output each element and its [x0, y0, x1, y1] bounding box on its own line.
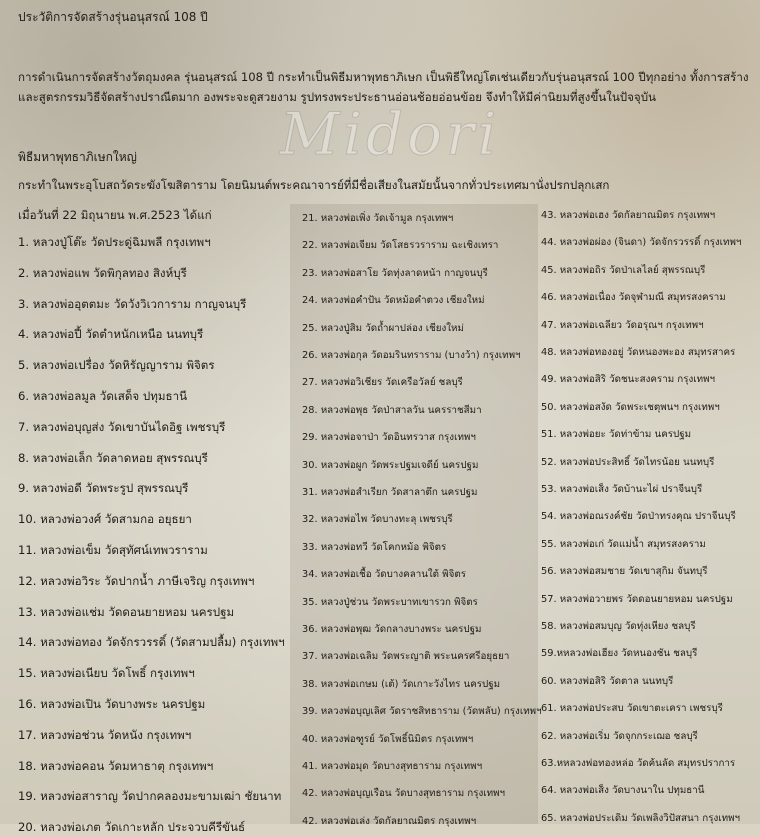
date-line: เมื่อวันที่ 22 มิถุนายน พ.ศ.2523 ได้แก่ — [18, 208, 212, 222]
list-item: 16. หลวงพ่อเปิน วัดบางพระ นครปฐม — [18, 697, 206, 711]
list-item: 35. หลวงปู่ช่วน วัดพระบาทเขารวก พิจิตร — [302, 596, 478, 608]
list-item: 51. หลวงพ่อยะ วัดท่าข้าม นครปฐม — [541, 429, 692, 441]
list-item: 22. หลวงพ่อเจียม วัดโสธรวราราม ฉะเชิงเทรา — [302, 240, 499, 252]
list-item: 58. หลวงพ่อสมบุญ วัดทุ่งเหียง ชลบุรี — [541, 621, 696, 632]
list-item: 41. หลวงพ่อมุด วัดบางสุทธาราม กรุงเทพฯ — [302, 761, 483, 772]
list-item: 55. หลวงพ่อเก่ วัดแม่น้ำ สมุทรสงคราม — [541, 538, 706, 550]
page-title: ประวัติการจัดสร้างรุ่นอนุสรณ์ 108 ปี — [18, 10, 208, 24]
list-item: 25. หลวงปู่สิม วัดถ้ำผาปล่อง เชียงใหม่ — [302, 322, 464, 334]
list-item: 46. หลวงพ่อเนื่อง วัดจุฬามณี สมุทรสงคราม — [541, 292, 726, 304]
list-item: 53. หลวงพ่อเส็ง วัดบ้านะไผ่ ปราจีนบุรี — [541, 484, 703, 495]
list-item: 42. หลวงพ่อเล่ง วัดกัลยาณมิตร กรุงเทพฯ — [302, 815, 477, 827]
list-item: 56. หลวงพ่อสมชาย วัดเขาสุกิม จันทบุรี — [541, 566, 708, 578]
list-item: 33. หลวงพ่อทวี วัดโคกหม้อ พิจิตร — [302, 541, 447, 553]
list-item: 60. หลวงพ่อสิริ วัดตาล นนทบุรี — [541, 675, 674, 687]
list-item: 13. หลวงพ่อแช่ม วัดดอนยายหอม นครปฐม — [18, 604, 235, 619]
list-item: 48. หลวงพ่อทองอยู่ วัดหนองพะอง สมุทรสาคร — [541, 347, 736, 358]
list-item: 8. หลวงพ่อเล็ก วัดลาดหอย สุพรรณบุรี — [18, 450, 208, 465]
list-item: 61. หลวงพ่อประสบ วัดเขาตะเครา เพชรบุรี — [541, 703, 723, 715]
list-item: 20. หลวงพ่อเภต วัดเกาะหลัก ประจวบคีรีขันธ์ — [18, 820, 246, 835]
list-item: 23. หลวงพ่อสาโย วัดทุ่งลาดหน้า กาญจนบุรี — [302, 267, 488, 279]
list-item: 6. หลวงพ่อลมูล วัดเสด็จ ปทุมธานี — [18, 389, 188, 403]
list-item: 57. หลวงพ่อวายพร วัดดอนยายหอม นครปฐม — [541, 593, 733, 605]
list-item: 17. หลวงพ่อช่วน วัดหนัง กรุงเทพฯ — [18, 727, 192, 742]
list-item: 3. หลวงพ่ออุตตมะ วัดวังวิเวการาม กาญจนบุรี — [18, 296, 247, 311]
list-item: 29. หลวงพ่อจาป่า วัดอินทรวาส กรุงเทพฯ — [302, 432, 476, 444]
list-item: 10. หลวงพ่อวงศ์ วัดสามกอ อยุธยา — [18, 512, 192, 527]
list-item: 44. หลวงพ่อผ่อง (จินดา) วัดจักรวรรดิ์ กรุงเทพฯ — [541, 237, 742, 249]
list-item: 27. หลวงพ่อวิเชียร วัดเครือวัลย์ ชลบุรี — [302, 377, 463, 389]
list-item: 5. หลวงพ่อเปรื่อง วัดหิรัญญาราม พิจิตร — [18, 358, 215, 373]
list-item: 15. หลวงพ่อเนียบ วัดโพธิ์ กรุงเทพฯ — [18, 666, 195, 681]
list-item: 32. หลวงพ่อไพ วัดบางทะลุ เพชรบุรี — [302, 514, 453, 526]
list-item: 63.หหลวงพ่อทองหล่อ วัดค้นลัด สมุทรปราการ — [541, 758, 736, 769]
list-item: 2. หลวงพ่อแพ วัดพิกุลทอง สิงห์บุรี — [18, 265, 187, 280]
section-heading: พิธีมหาพุทธาภิเษกใหญ่ — [18, 150, 137, 164]
list-item: 19. หลวงพ่อสาราญ วัดปากคลองมะขามเฒ่า ชัยนาท — [18, 789, 282, 804]
intro-line-2: และสูตรกรรมวิธีจัดสร้างปราณีตมาก องพระจะดูสวยงาม รูปทรงพระประธานอ่อนช้อยอ่อนข้อย จึงทำให้มีค่านิยมที่สูงขึ้นในปัจจุบัน — [18, 90, 656, 104]
list-item: 1. หลวงปู่โต๊ะ วัดประดู่ฉิมพลี กรุงเทพฯ — [18, 235, 211, 249]
list-item: 49. หลวงพ่อสิริ วัดชนะสงคราม กรุงเทพฯ — [541, 374, 716, 386]
list-item: 12. หลวงพ่อวิระ วัดปากน้ำ ภาษีเจริญ กรุงเทพฯ — [18, 573, 255, 588]
list-item: 7. หลวงพ่อบุญส่ง วัดเขาบันไดอิฐ เพชรบุรี — [18, 419, 226, 434]
intro-line-1: การดำเนินการจัดสร้างวัตถุมงคล รุ่นอนุสรณ์ 108 ปี กระทำเป็นพิธีมหาพุทธาภิเษก เป็นพิธีใหญ่โตเช่นเดียวกับรุ่นอนุสรณ์ 100 ปีทุกอย่าง ทั้งการสร้าง — [18, 70, 749, 84]
list-item: 34. หลวงพ่อเชื้อ วัดบางคลานใต้ พิจิตร — [302, 569, 466, 581]
list-item: 31. หลวงพ่อสำเรียก วัดสาลาตึก นครปฐม — [302, 487, 478, 498]
section-description: กระทำในพระอุโบสถวัดระฆังโฆสิตาราม โดยนิมนต์พระคณาจารย์ที่มีชื่อเสียงในสมัยนั้นจากทั่วประเทศมานั่งปรกปลุกเสก — [18, 178, 610, 192]
list-item: 62. หลวงพ่อเริ่ม วัดจุกกระเฌอ ชลบุรี — [541, 730, 698, 742]
list-item: 24. หลวงพ่อคำปัน วัดหม้อคำตวง เชียงใหม่ — [302, 295, 485, 307]
list-item: 45. หลวงพ่อถิร วัดป่าเลไลย์ สุพรรณบุรี — [541, 264, 706, 276]
list-item: 18. หลวงพ่อคอน วัดมหาธาตุ กรุงเทพฯ — [18, 758, 214, 773]
list-item: 11. หลวงพ่อเข็ม วัดสุทัศน์เทพวราราม — [18, 543, 208, 557]
list-item: 39. หลวงพ่อบุญเลิศ วัดราชสิทธาราม (วัดพลับ) กรุงเทพฯ — [302, 706, 542, 718]
list-item: 21. หลวงพ่อเพิ่ง วัดเจ้ามูล กรุงเทพฯ — [302, 213, 454, 224]
list-item: 43. หลวงพ่อเฮง วัดกัลยาณมิตร กรุงเทพฯ — [541, 210, 716, 221]
list-item: 37. หลวงพ่อเฉลิม วัดพระญาติ พระนครศรีอยุธยา — [302, 651, 510, 663]
list-item: 54. หลวงพ่อณรงค์ชัย วัดป่าทรงคุณ ปราจีนบุรี — [541, 511, 736, 523]
list-item: 52. หลวงพ่อประสิทธิ์ วัดไทรน้อย นนทบุรี — [541, 456, 715, 468]
watermark-logo: Midori — [280, 100, 501, 168]
list-item: 36. หลวงพ่อพุฒ วัดกลางบางพระ นครปฐม — [302, 624, 482, 635]
list-item: 47. หลวงพ่อเฉลียว วัดอรุณฯ กรุงเทพฯ — [541, 319, 704, 331]
list-item: 65. หลวงพ่อประเดิม วัดเพลิงวิปัสสนา กรุงเทพฯ — [541, 812, 740, 824]
list-item: 40. หลวงพ่อฑูรย์ วัดโพธิ์นิมิตร กรุงเทพฯ — [302, 733, 474, 745]
list-item: 9. หลวงพ่อดี วัดพระรูป สุพรรณบุรี — [18, 481, 189, 496]
list-item: 50. หลวงพ่อสงัด วัดพระเชตุพนฯ กรุงเทพฯ — [541, 401, 720, 413]
list-item: 64. หลวงพ่อเส็ง วัดบางนาใน ปทุมธานี — [541, 785, 705, 797]
list-item: 26. หลวงพ่อกุล วัดอมรินทราราม (บางว้า) กรุงเทพฯ — [302, 350, 521, 361]
list-item: 28. หลวงพ่อพุธ วัดป่าสาลวัน นครราชสีมา — [302, 404, 482, 416]
list-item: 30. หลวงพ่อผูก วัดพระปฐมเจดีย์ นครปฐม — [302, 459, 479, 471]
list-item: 38. หลวงพ่อเกษม (เต้) วัดเกาะวังไทร นครปฐม — [302, 678, 501, 690]
list-item: 59.หหลวงพ่อเฮียง วัดหนองชัน ชลบุรี — [541, 648, 698, 660]
list-item: 42. หลวงพ่อบุญเรือน วัดบางสุทธาราม กรุงเทพฯ — [302, 788, 506, 800]
list-item: 4. หลวงพ่อปี้ วัดตำหนักเหนือ นนทบุรี — [18, 327, 204, 342]
list-item: 14. หลวงพ่อทอง วัดจักรวรรดิ์ (วัดสามปลื้ม) กรุงเทพฯ — [18, 635, 285, 650]
